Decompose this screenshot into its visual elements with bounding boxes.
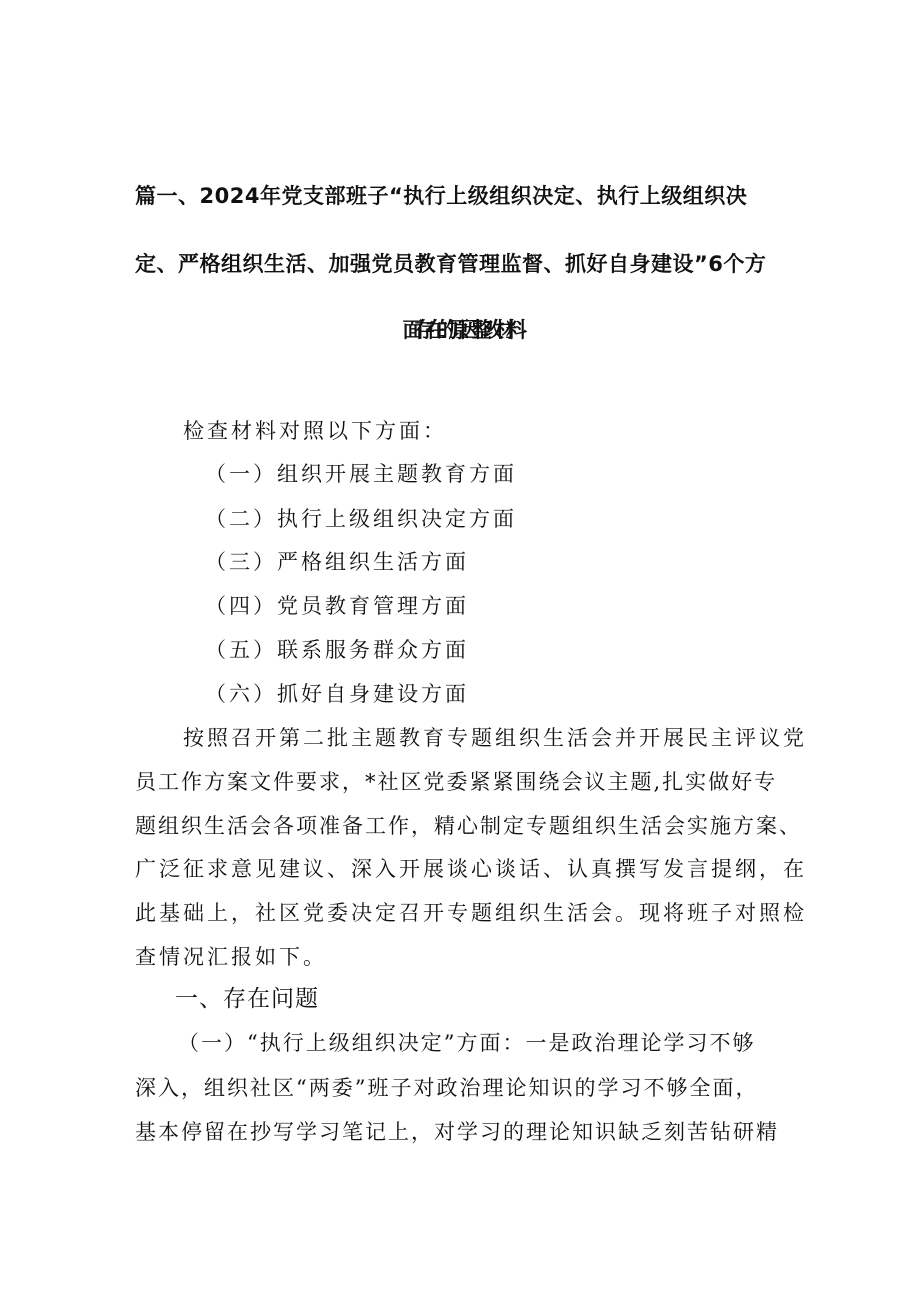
paragraph-line: 深入，组织社区“两委”班子对政治理论知识的学习不够全面， [135,1076,759,1100]
list-item: （四）党员教育管理方面 [205,594,469,618]
section-heading: 一、存在问题 [175,986,319,1012]
document-title-line-1: 篇一、2024年党支部班子“执行上级组织决定、执行上级组织决 [135,184,748,208]
paragraph-line: 广泛征求意见建议、深入开展谈心谈话、认真撰写发言提纲，在 [135,857,807,881]
paragraph-line: 查情况汇报如下。 [135,945,327,969]
list-item: （三）严格组织生活方面 [205,550,469,574]
document-title-line-2: 定、严格组织生活、加强党员教育管理监督、抓好自身建设”6个方 [135,252,767,276]
paragraph-line: 员工作方案文件要求，*社区党委紧紧围绕会议主题,扎实做好专 [135,770,778,794]
list-item: （五）联系服务群众方面 [205,638,469,662]
paragraph-line: （一）“执行上级组织决定”方面：一是政治理论学习不够 [178,1031,756,1055]
list-item: （二）执行上级组织决定方面 [205,507,517,531]
list-item: （六）抓好自身建设方面 [205,682,469,706]
paragraph-line: 此基础上，社区党委决定召开专题组织生活会。现将班子对照检 [135,901,807,925]
intro-text: 检查材料对照以下方面： [183,419,447,443]
document-title-line-3: 面存在的原因整改材料 [402,318,518,342]
paragraph-line: 题组织生活会各项准备工作，精心制定专题组织生活会实施方案、 [135,814,802,838]
list-item: （一）组织开展主题教育方面 [205,462,517,486]
paragraph-line: 基本停留在抄写学习笔记上，对学习的理论知识缺乏刻苦钻研精 [135,1120,779,1144]
paragraph-line: 按照召开第二批主题教育专题组织生活会并开展民主评议党 [183,726,807,750]
